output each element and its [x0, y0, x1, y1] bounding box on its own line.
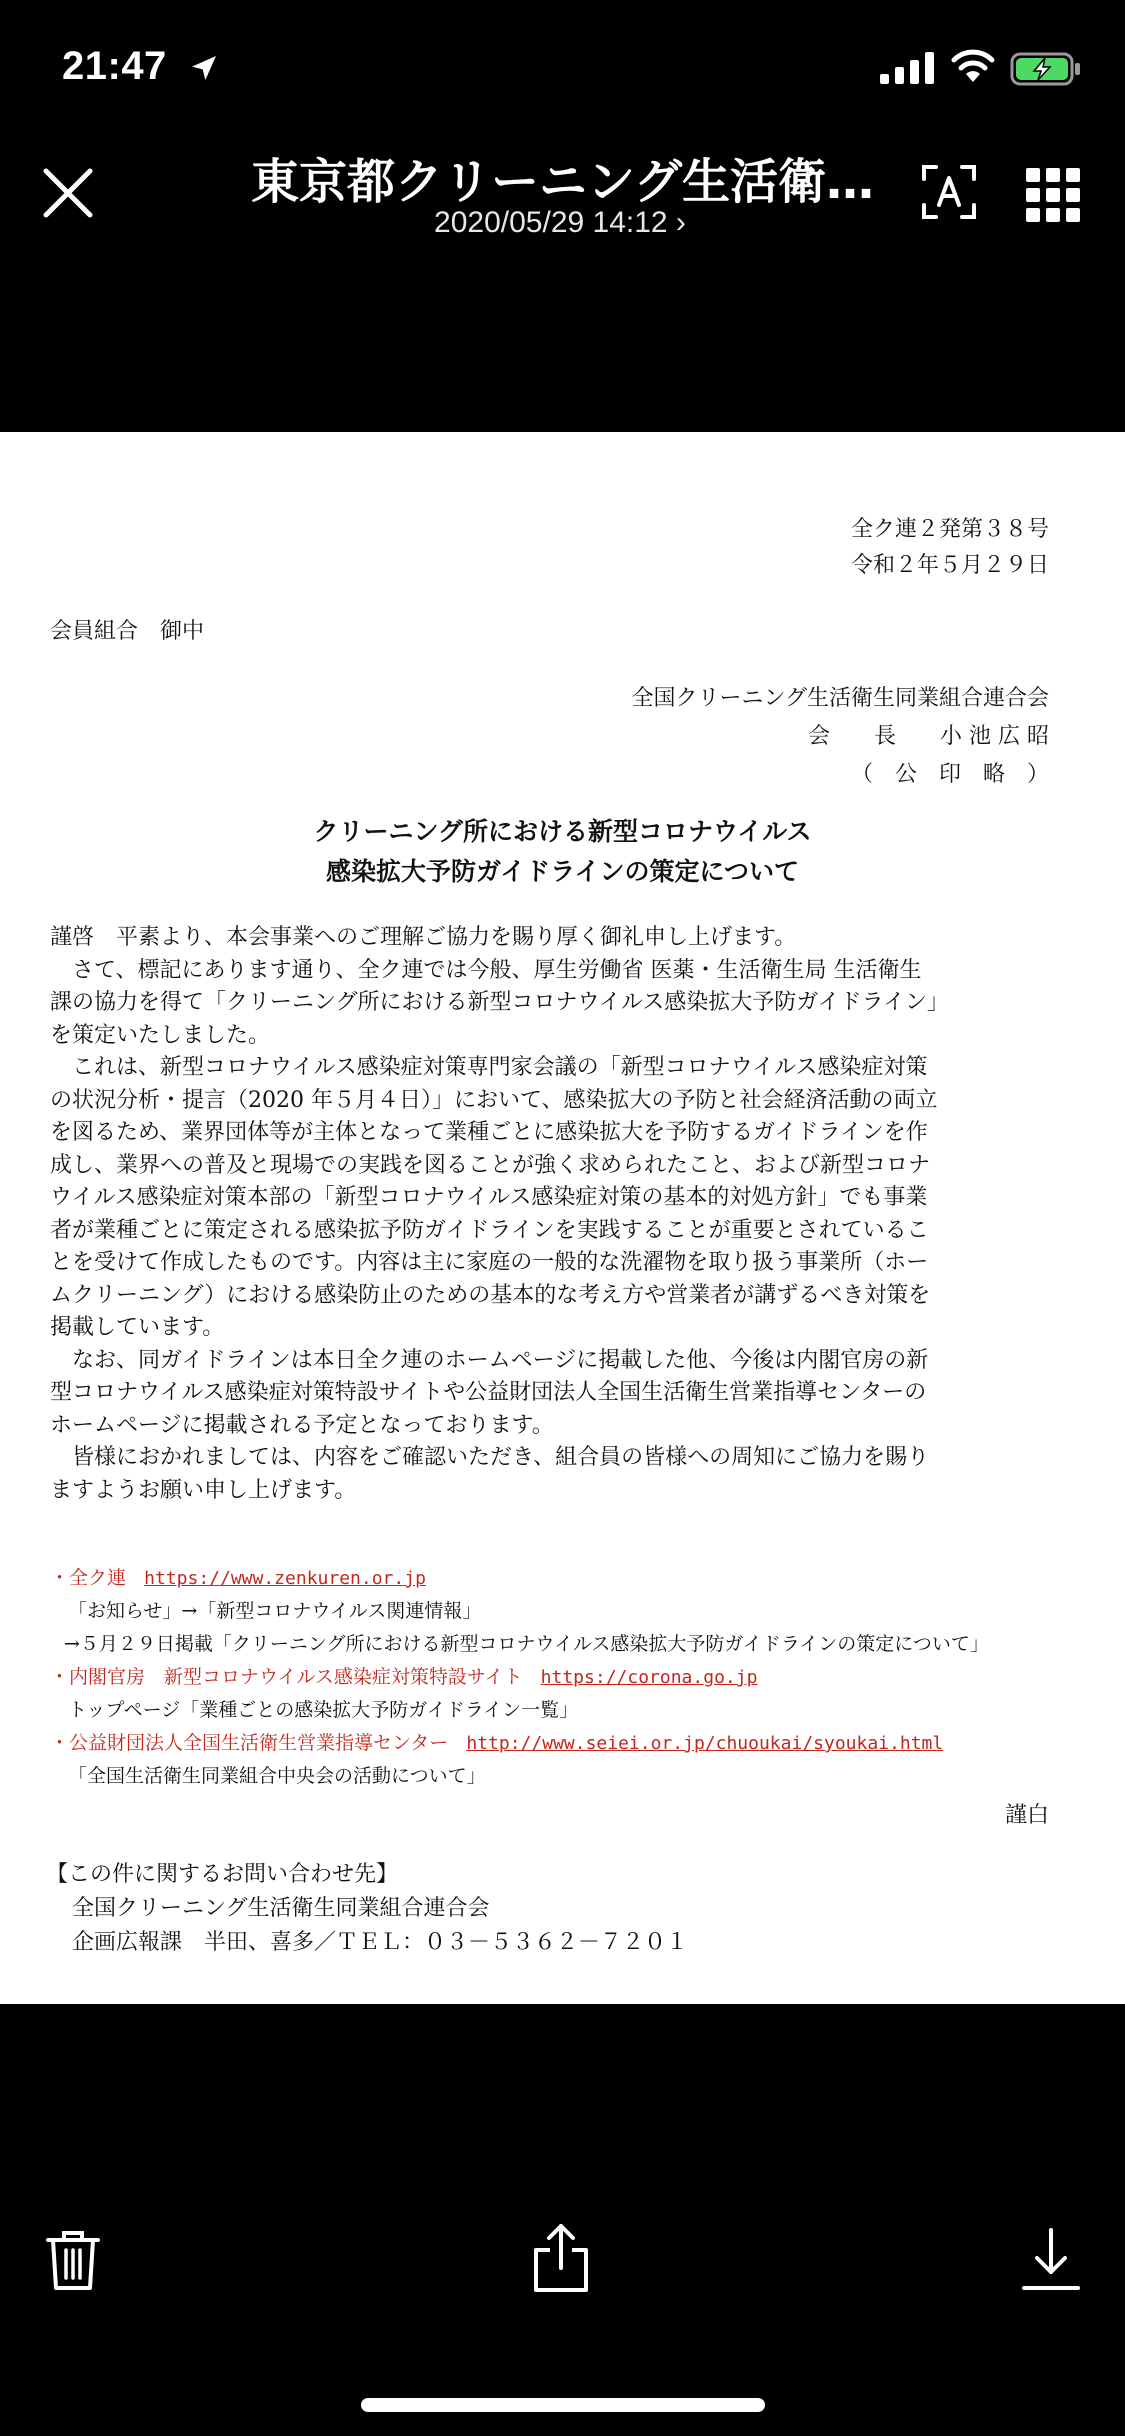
link-entry	[50, 1661, 1070, 1694]
contact-organization: 全国クリーニング生活衛生同業組合連合会	[72, 1896, 490, 1921]
link-sub: →５月２９日掲載「クリーニング所における新型コロナウイルス感染拡大予防ガイドラインの策定について」	[64, 1633, 989, 1655]
body-line: 成し、業界への普及と現場での実践を図ることが強く求められたこと、および新型コロナ	[50, 1152, 931, 1178]
contact-heading: 【この件に関するお問い合わせ先】	[46, 1862, 399, 1887]
closing-phrase: 謹白	[1004, 1803, 1049, 1828]
reference-date: 令和２年５月２９日	[850, 553, 1049, 578]
sender-block	[631, 680, 1049, 794]
body-line: 皆様におかれましては、内容をご確認いただき、組合員の皆様への周知にご協力を賜り	[50, 1445, 930, 1470]
location-arrow-icon	[188, 52, 220, 84]
document-page[interactable]	[0, 432, 1125, 2004]
notice-title-line: 感染拡大予防ガイドラインの策定について	[325, 857, 799, 886]
addressee: 会員組合 御中	[50, 619, 205, 644]
home-indicator[interactable]	[361, 2398, 765, 2412]
share-icon[interactable]	[530, 2222, 592, 2294]
reference-number: 全ク連２発第３８号	[850, 517, 1049, 542]
wifi-icon	[950, 48, 996, 84]
link-sub: 「全国生活衛生同業組合中央会の活動について」	[68, 1765, 486, 1787]
body-line: なお、同ガイドラインは本日全ク連のホームページに掲載した他、今後は内閣官房の新	[50, 1347, 929, 1373]
body-line: ウイルス感染症対策本部の「新型コロナウイルス感染症対策の基本的対処方針」でも事業	[50, 1185, 928, 1210]
body-line: さて、標記にあります通り、全ク連では今般、厚生労働省 医薬・生活衛生局 生活衛生	[50, 957, 922, 983]
grid-icon[interactable]	[1026, 168, 1080, 222]
sender-title: 会 長 小 池 広 昭	[808, 724, 1049, 749]
sender-seal-note: （ 公 印 略 ）	[850, 762, 1049, 787]
body-line: の状況分析・提言（2020 年５月４日）」において、感染拡大の予防と社会経済活動の両立	[50, 1087, 938, 1113]
link-sub: トップページ「業種ごとの感染拡大予防ガイドライン一覧」	[68, 1699, 579, 1721]
sender-organization: 全国クリーニング生活衛生同業組合連合会	[631, 686, 1049, 711]
link-label: ・公益財団法人全国生活衛生営業指導センター	[50, 1732, 449, 1754]
notice-body	[50, 922, 1050, 1507]
battery-charging-icon	[1010, 52, 1082, 86]
document-title: 東京都クリーニング生活衛…	[250, 154, 875, 210]
body-line: 謹啓 平素より、本会事業へのご理解ご協力を賜り厚く御礼申し上げます。	[50, 925, 797, 950]
live-text-icon[interactable]	[920, 163, 978, 221]
body-line: 課の協力を得て「クリーニング所における新型コロナウイルス感染拡大予防ガイドライン」	[50, 990, 949, 1015]
body-line: ムクリーニング）における感染防止のための基本的な考え方や営業者が講ずるべき対策を	[50, 1282, 931, 1308]
body-line: とを受けて作成したものです。内容は主に家庭の一般的な洗濯物を取り扱う事業所（ホー	[50, 1250, 929, 1275]
link-label: ・内閣官房 新型コロナウイルス感染症対策特設サイト	[50, 1666, 523, 1688]
contact-block	[46, 1858, 689, 1960]
body-line: ますようお願い申し上げます。	[50, 1477, 357, 1503]
status-time: 21:47	[62, 44, 167, 88]
link-url[interactable]: https://corona.go.jp	[540, 1667, 758, 1688]
link-entry	[50, 1562, 1070, 1595]
status-bar	[0, 0, 1125, 130]
link-label: ・全ク連	[50, 1567, 127, 1589]
body-line: を策定いたしました。	[50, 1022, 271, 1048]
body-line: ホームページに掲載される予定となっております。	[50, 1412, 554, 1438]
notice-title	[0, 812, 1125, 892]
close-icon[interactable]	[40, 165, 96, 221]
notice-title-line: クリーニング所における新型コロナウイルス	[313, 817, 812, 846]
link-url[interactable]: http://www.seiei.or.jp/chuoukai/syoukai.html	[466, 1733, 944, 1754]
contact-details: 企画広報課 半田、喜多／ＴＥＬ：０３－５３６２－７２０１	[72, 1930, 689, 1955]
download-icon[interactable]	[1020, 2226, 1082, 2292]
link-sub: 「お知らせ」→「新型コロナウイルス関連情報」	[68, 1600, 482, 1622]
link-entry	[50, 1727, 1070, 1760]
body-line: これは、新型コロナウイルス感染症対策専門家会議の「新型コロナウイルス感染症対策	[50, 1055, 928, 1080]
document-reference	[851, 512, 1049, 584]
document-date-link[interactable]: 2020/05/29 14:12 ›	[434, 206, 686, 239]
cellular-signal-icon	[880, 52, 936, 84]
link-url[interactable]: https://www.zenkuren.or.jp	[144, 1568, 426, 1589]
body-line: を図るため、業界団体等が主体となって業種ごとに感染拡大を予防するガイドラインを作	[50, 1120, 928, 1145]
body-line: 掲載しています。	[50, 1315, 225, 1340]
reference-links	[50, 1562, 1070, 1793]
body-line: 者が業種ごとに策定される感染拡予防ガイドラインを実践することが重要とされているこ	[50, 1217, 929, 1243]
trash-icon[interactable]	[44, 2228, 102, 2292]
body-line: 型コロナウイルス感染症対策特設サイトや公益財団法人全国生活衛生営業指導センターの	[50, 1380, 927, 1405]
